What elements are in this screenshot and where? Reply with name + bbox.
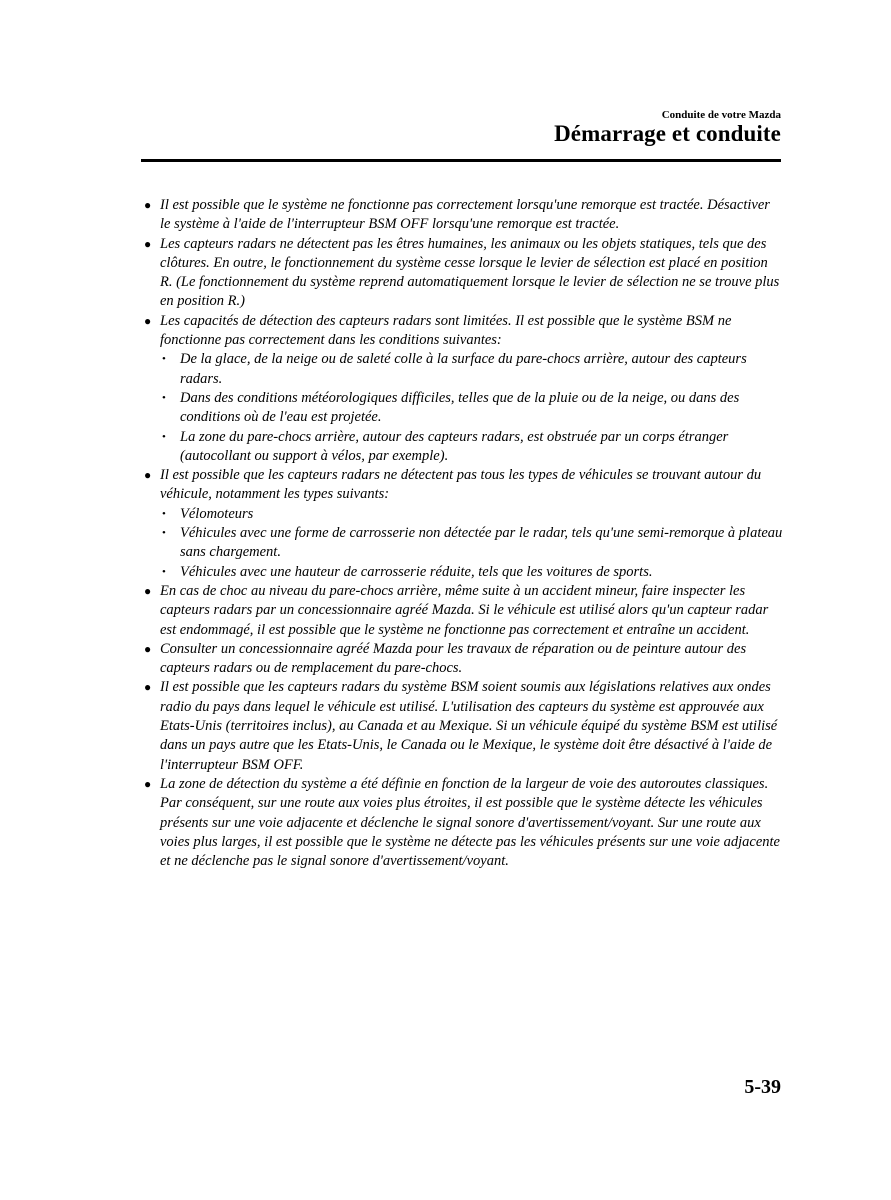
bullet-icon: ● xyxy=(144,313,152,328)
bullet-icon: ● xyxy=(144,198,152,212)
sub-list-item xyxy=(160,350,783,389)
bullet-icon: ● xyxy=(144,583,152,598)
page-number: 5-39 xyxy=(744,1076,781,1098)
bullet-list xyxy=(141,196,783,871)
section-label: Conduite de votre Mazda xyxy=(661,109,781,121)
bullet-text: Les capacités de détection des capteurs radars sont limitées. Il est possible que le système BSM ne fonctionne pas correctement dans les conditions suivantes: xyxy=(160,312,732,349)
list-item xyxy=(141,775,783,871)
sub-bullet-text: Véhicules avec une forme de carrosserie non détectée par le radar, tels qu'une semi-remorque à plateau sans chargement. xyxy=(180,525,783,561)
sub-bullet-icon: • xyxy=(162,430,166,443)
sub-bullet-text: De la glace, de la neige ou de saleté colle à la surface du pare-chocs arrière, autour des capteurs radars. xyxy=(180,351,747,387)
list-item xyxy=(141,466,783,582)
sub-list-item xyxy=(160,428,783,467)
notes-content xyxy=(141,196,783,871)
sub-bullet-icon: • xyxy=(162,527,166,540)
sub-bullet-icon: • xyxy=(162,353,166,366)
sub-bullet-text: La zone du pare-chocs arrière, autour des capteurs radars, est obstruée par un corps étranger (autocollant ou support à vélos, par exemple). xyxy=(180,428,729,464)
bullet-icon: ● xyxy=(144,680,152,695)
list-item xyxy=(141,640,783,679)
list-item xyxy=(141,312,783,466)
sub-bullet-text: Vélomoteurs xyxy=(180,505,254,522)
sub-bullet-icon: • xyxy=(162,507,166,520)
bullet-icon: ● xyxy=(144,468,152,483)
list-item xyxy=(141,678,783,774)
vehicle-types-sublist xyxy=(160,505,783,582)
bullet-text: Il est possible que les capteurs radars ne détectent pas tous les types de véhicules se trouvant autour du véhicule, notamment les types suivants: xyxy=(160,467,762,503)
bullet-text: Il est possible que les capteurs radars du système BSM soient soumis aux législations relatives aux ondes radio du pays dans lequel le véhicule est utilisé. L'utilisation des capteurs du système est approuvée aux Etats-Unis (territoires inclus), au Canada et au Mexique. Si un véhicule équipé du système BSM est utilisé dans un pays autre que les Etats-Unis, le Canada ou le Mexique, le système doit être désactivé à l'aide de l'interrupteur BSM OFF. xyxy=(160,679,778,773)
bullet-text: Consulter un concessionnaire agréé Mazda pour les travaux de réparation ou de peinture autour des capteurs radars ou de remplacement du pare-chocs. xyxy=(160,640,747,677)
header-divider xyxy=(141,159,781,162)
sub-list-item xyxy=(160,563,783,582)
bullet-icon: ● xyxy=(144,776,152,791)
bullet-icon: ● xyxy=(144,236,152,251)
sub-bullet-text: Dans des conditions météorologiques difficiles, telles que de la pluie ou de la neige, ou dans des conditions où de l'eau est projetée. xyxy=(180,389,740,426)
sub-list-item xyxy=(160,524,783,563)
bullet-text: La zone de détection du système a été définie en fonction de la largeur de voie des autoroutes classiques. Par conséquent, sur une route aux voies plus étroites, il est possible que le système détecte les véhicules présents sur une voie adjacente et déclenche le signal sonore d'avertissement/voyant. Sur une route aux voies plus larges, il est possible que le système ne détecte pas les véhicules présents sur une voie adjacente et ne déclenche pas le signal sonore d'avertissement/voyant. xyxy=(160,775,780,870)
bullet-icon: ● xyxy=(144,641,152,656)
list-item xyxy=(141,196,783,235)
page-title: Démarrage et conduite xyxy=(554,121,781,146)
sub-list-item xyxy=(160,389,783,428)
list-item xyxy=(141,582,783,640)
sub-bullet-text: Véhicules avec une hauteur de carrosserie réduite, tels que les voitures de sports. xyxy=(180,563,653,580)
bullet-text: Il est possible que le système ne fonctionne pas correctement lorsqu'une remorque est tractée. Désactiver le système à l'aide de l'interrupteur BSM OFF lorsqu'une remorque est tractée. xyxy=(160,197,770,233)
sub-bullet-icon: • xyxy=(162,391,166,404)
sub-bullet-icon: • xyxy=(162,565,166,578)
bullet-text: En cas de choc au niveau du pare-chocs arrière, même suite à un accident mineur, faire inspecter les capteurs radars par un concessionnaire agréé Mazda. Si le véhicule est utilisé alors qu'un capteur radar est endommagé, il est possible que le système ne fonctionne pas correctement et entraîne un accident. xyxy=(160,582,769,638)
conditions-sublist xyxy=(160,350,783,466)
bullet-text: Les capteurs radars ne détectent pas les êtres humaines, les animaux ou les objets statiques, tels que des clôtures. En outre, le fonctionnement du système cesse lorsque le levier de sélection est placé en position R. (Le fonctionnement du système reprend automatiquement lorsque le levier de sélection ne se trouve plus en position R.) xyxy=(160,235,780,310)
list-item xyxy=(141,235,783,312)
sub-list-item xyxy=(160,505,783,524)
